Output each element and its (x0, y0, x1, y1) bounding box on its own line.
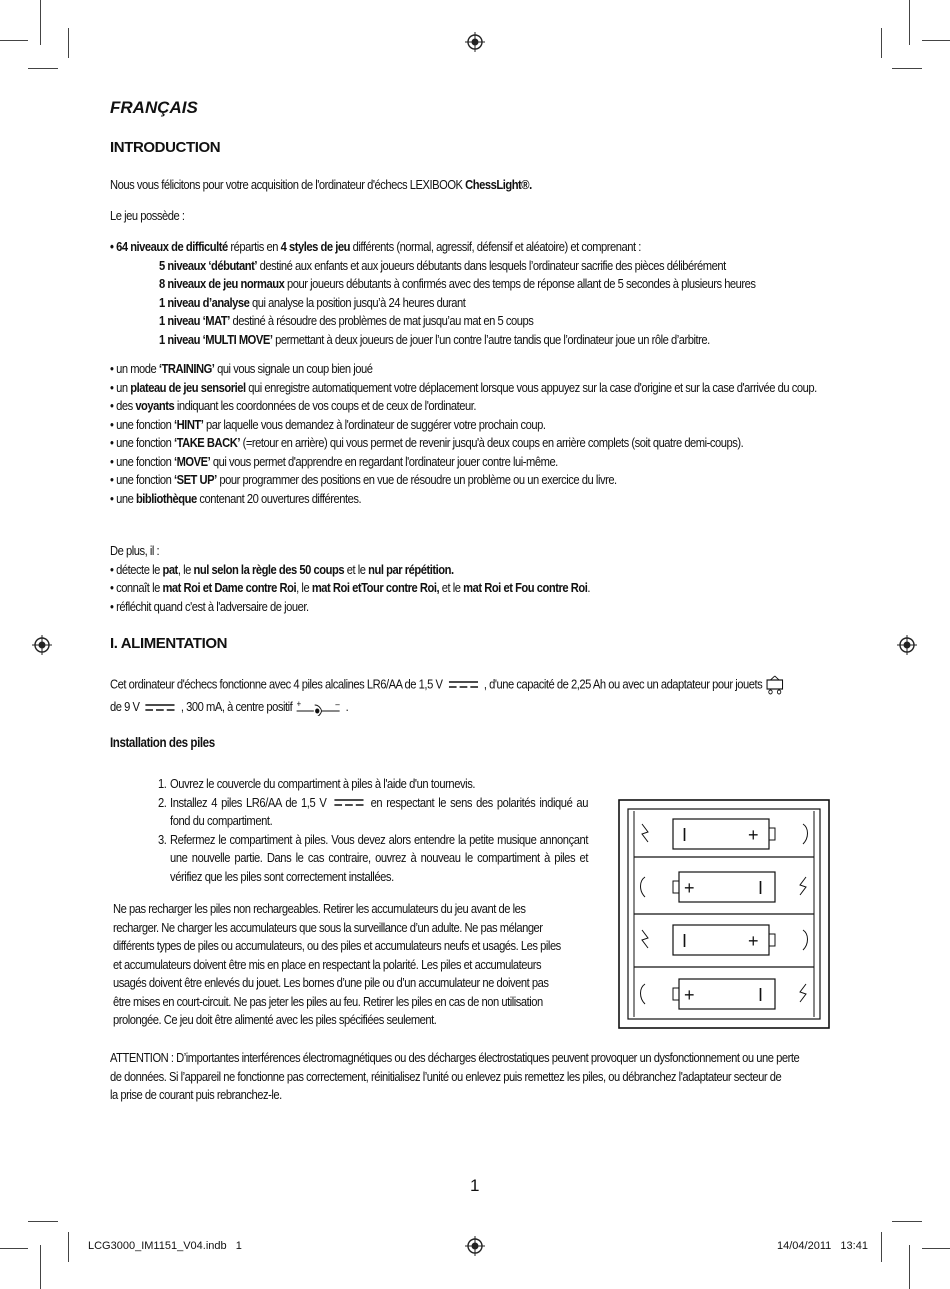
section-title-alimentation: I. ALIMENTATION (110, 635, 228, 652)
also-list: De plus, il : • détecte le pat, le nul selon la règle des 50 coups et le nul par répétition. • connaît le mat Roi et Dame contre Roi, le mat Roi etTour contre Roi, et le mat Roi et Fou contre Roi. • réfléchit quand c'est à l'adversaire de jouer. (110, 543, 590, 614)
battery-plus-sign: + (748, 825, 759, 845)
intro-paragraph: Nous vous félicitons pour votre acquisition de l'ordinateur d'échecs LEXIBOOK ChessLight®. (110, 177, 532, 192)
power-paragraph: Cet ordinateur d'échecs fonctionne avec 4 piles alcalines LR6/AA de 1,5 V , d'une capacité de 2,25 Ah ou avec un adaptateur pour jouets de 9 V , 300 mA, à centre positif + – . (110, 675, 840, 717)
language-heading: FRANÇAIS (110, 98, 198, 117)
footer-filename: LCG3000_IM1151_V04.indb 1 (88, 1240, 242, 1252)
install-step: 1. Ouvrez le couvercle du compartiment à piles à l'aide d'un tournevis. (158, 776, 476, 791)
feature-item: • une bibliothèque contenant 20 ouvertures différentes. (110, 490, 362, 506)
crop-mark (922, 40, 950, 41)
crop-mark (892, 68, 922, 69)
feature-item: • une fonction ‘MOVE’ qui vous permet d'apprendre en regardant l'ordinateur jouer contre lui-même. (110, 453, 558, 469)
battery-minus-sign: I (682, 931, 688, 951)
feature-item: • une fonction ‘SET UP’ pour programmer des positions en vue de résoudre un problème ou un exercice du livre. (110, 472, 617, 487)
crop-mark (922, 1248, 950, 1249)
toy-adapter-icon (765, 675, 784, 695)
feature-item: • un mode ‘TRAINING’ qui vous signale un coup bien joué (110, 361, 373, 376)
crop-mark (909, 0, 910, 45)
crop-mark (68, 28, 69, 58)
subsection-title-install: Installation des piles (110, 735, 215, 750)
attention-paragraph: ATTENTION : D’importantes interférences électromagnétiques ou des décharges électrostatiques peuvent provoquer un dysfonctionnement ou une perte de données. Si l’appareil ne fonctionne pas correctement, réinitialisez l’unité ou enlevez puis remettez les piles, ou débranchez l'adaptateur secteur de la prise de courant puis rebranchez-le. (110, 1050, 800, 1102)
dc-symbol-icon (146, 704, 175, 712)
page-number: 1 (470, 1176, 480, 1195)
level-line: 5 niveaux ‘débutant’ destiné aux enfants et aux joueurs débutants dans lesquels l’ordinateur sacrifie des pièces délibérément (159, 257, 726, 273)
crop-mark (881, 1232, 882, 1262)
crop-mark (40, 1245, 41, 1289)
crop-mark (0, 40, 28, 41)
footer-date: 14/04/2011 13:41 (777, 1240, 868, 1252)
registration-mark-icon (465, 1236, 485, 1256)
feature-item: • une fonction ‘TAKE BACK’ (=retour en arrière) qui vous permet de revenir jusqu'à deux coups en arrière complets (soit quatre demi-coups). (110, 435, 744, 450)
level-line: 1 niveau ‘MULTI MOVE’ permettant à deux joueurs de jouer l’un contre l’autre tandis que l’ordinateur joue un rôle d’arbitre. (159, 331, 710, 347)
registration-mark-icon (32, 635, 52, 655)
registration-mark-icon (897, 635, 917, 655)
features-list (110, 360, 840, 508)
battery-plus-sign: + (748, 931, 759, 951)
battery-plus-sign: + (684, 985, 695, 1005)
crop-mark (0, 1248, 28, 1249)
svg-text:–: – (335, 699, 340, 709)
crop-mark (909, 1245, 910, 1289)
crop-mark (881, 28, 882, 58)
registration-mark-icon (465, 32, 485, 52)
center-positive-polarity-icon (295, 700, 343, 716)
crop-mark (40, 0, 41, 45)
dc-symbol-icon (449, 681, 478, 689)
dc-symbol-icon (334, 799, 363, 807)
battery-plus-sign: + (684, 878, 695, 898)
level-line: 8 niveaux de jeu normaux pour joueurs débutants à confirmés avec des temps de réponse allant de 5 secondes à plusieurs heures (159, 276, 756, 291)
install-steps (158, 775, 588, 886)
levels-list: • 64 niveaux de difficulté répartis en 4 styles de jeu différents (normal, agressif, défensif et aléatoire) et comprenant : 5 niveaux ‘débutant’ destiné aux enfants et aux joueurs débutants dans lesquels l’ordinateur sacrifie des pièces délibérément 8 niveaux de jeu normaux pour joueurs débutants à confirmés avec des temps de réponse allant de 5 secondes à plusieurs heures 1 niveau d’analyse qui analyse la position jusqu’à 24 heures durant 1 niveau ‘MAT’ destiné à résoudre des problèmes de mat jusqu’au mat en 5 coups 1 niveau ‘MULTI MOVE’ permettant à deux joueurs de jouer l’un contre l’autre tandis que l’ordinateur joue un rôle d’arbitre. (110, 238, 840, 349)
level-line: 1 niveau d’analyse qui analyse la position jusqu’à 24 heures durant (159, 294, 466, 310)
feature-item: • un plateau de jeu sensoriel qui enregistre automatiquement votre déplacement lorsque vous appuyez sur la case d'origine et sur la case d'arrivée du coup. (110, 379, 817, 395)
battery-compartment-illustration (618, 799, 830, 1029)
crop-mark (68, 1232, 69, 1262)
section-title-introduction: INTRODUCTION (110, 139, 221, 156)
install-step: 2. Installez 4 piles LR6/AA de 1,5 V en respectant le sens des polarités indiqué au fond du compartiment. (158, 794, 588, 828)
crop-mark (892, 1221, 922, 1222)
level-line: 1 niveau ‘MAT’ destiné à résoudre des problèmes de mat jusqu’au mat en 5 coups (159, 313, 534, 328)
svg-text:+: + (296, 699, 301, 709)
install-step: 3. Refermez le compartiment à piles. Vous devez alors entendre la petite musique annonçant une nouvelle partie. Dans le cas contraire, ouvrez à nouveau le compartiment à piles et vérifiez que les piles sont correctement installées. (158, 831, 589, 884)
battery-minus-sign: I (758, 985, 764, 1005)
crop-mark (28, 1221, 58, 1222)
intro-game-has: Le jeu possède : (110, 208, 185, 223)
battery-minus-sign: I (682, 825, 688, 845)
battery-warning: Ne pas recharger les piles non rechargeables. Retirer les accumulateurs du jeu avant de les recharger. Ne charger les accumulateurs que sous la surveillance d’un adulte. Ne pas mélanger différents types de piles ou accumulateurs, ou des piles et accumulateurs neufs et usagés. Les piles et accumulateurs doivent être mis en place en respectant la polarité. Les piles et accumulateurs usagés doivent être enlevés du jouet. Les bornes d’une pile ou d’un accumulateur ne doivent pas être mises en court-circuit. Ne pas jeter les piles au feu. Retirer les piles en cas de non utilisation prolongée. Ce jeu doit être alimenté avec les piles spécifiées seulement. (113, 901, 561, 1027)
battery-minus-sign: I (758, 878, 764, 898)
feature-item: • des voyants indiquant les coordonnées de vos coups et de ceux de l'ordinateur. (110, 398, 476, 413)
feature-item: • une fonction ‘HINT’ par laquelle vous demandez à l'ordinateur de suggérer votre prochain coup. (110, 416, 546, 432)
crop-mark (28, 68, 58, 69)
